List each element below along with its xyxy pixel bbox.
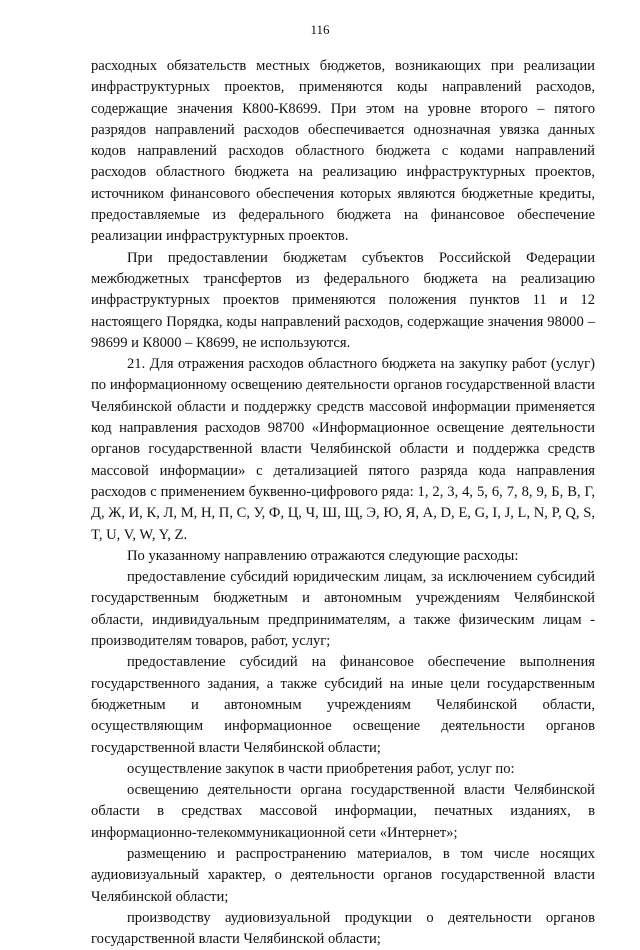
paragraph-2: При предоставлении бюджетам субъектов Российской Федерации межбюджетных трансфертов из федерального бюджета на реализацию инфраструктурных проектов применяются положения пунктов 11 и 12 настоящего Порядка, коды направлений расходов, содержащие значения 98000 – 98699 и К8000 – К8699, не используются. — [91, 249, 595, 351]
paragraph-8: освещению деятельности органа государственной власти Челябинской области в средствах массовой информации, печатных изданиях, в информационно-телекоммуникационной сети «Интернет»; — [91, 782, 595, 841]
paragraph-6: предоставление субсидий на финансовое обеспечение выполнения государственного задания, а также субсидий на иные цели государственным бюджетным и автономным учреждениям Челябинской области, осуществляющим информационное освещение деятельности органов государственной власти Челябинской области; — [91, 654, 595, 756]
paragraph-10: производству аудиовизуальной продукции о деятельности органов государственной власти Челябинской области; — [91, 909, 595, 948]
page-number: 116 — [310, 22, 330, 37]
paragraph-7: осуществление закупок в части приобретения работ, услуг по: — [127, 760, 515, 777]
paragraph-3: 21. Для отражения расходов областного бюджета на закупку работ (услуг) по информационному освещению деятельности органов государственной власти Челябинской области и поддержку средств массовой информации применяется код направления расходов 98700 «Информационное освещение деятельности органов государственной власти Челябинской области и поддержка средств массовой информации» с детализацией пятого разряда кода направления расходов с применением буквенно-цифрового ряда: 1, 2, 3, 4, 5, 6, 7, 8, 9, Б, В, Г, Д, Ж, И, К, Л, М, Н, П, С, У, Ф, Ц, Ч, Ш, Щ, Э, Ю, Я, A, D, E, G, I, J, L, N, P, Q, S, T, U, V, W, Y, Z. — [91, 356, 595, 543]
paragraph-4: По указанному направлению отражаются следующие расходы: — [127, 547, 519, 564]
paragraph-9: размещению и распространению материалов, в том числе носящих аудиовизуальный характер, о деятельности органов государственной власти Челябинской области; — [91, 845, 595, 905]
document-body — [91, 56, 595, 950]
paragraph-1: расходных обязательств местных бюджетов, возникающих при реализации инфраструктурных проектов, применяются коды направлений расходов, содержащие значения К800-К8699. При этом на уровне второго – пятого разрядов направлений расходов обеспечивается однозначная увязка данных кодов направлений расходов областного бюджета с кодами направлений расходов областного бюджета на реализацию инфраструктурных проектов, источником финансового обеспечения которых являются бюджетные кредиты, предоставляемые из федерального бюджета на финансовое обеспечение реализации инфраструктурных проектов. — [91, 58, 595, 245]
paragraph-5: предоставление субсидий юридическим лицам, за исключением субсидий государственным бюджетным и автономным учреждениям Челябинской области, индивидуальным предпринимателям, а также физическим лицам - производителям товаров, работ, услуг; — [91, 569, 595, 650]
